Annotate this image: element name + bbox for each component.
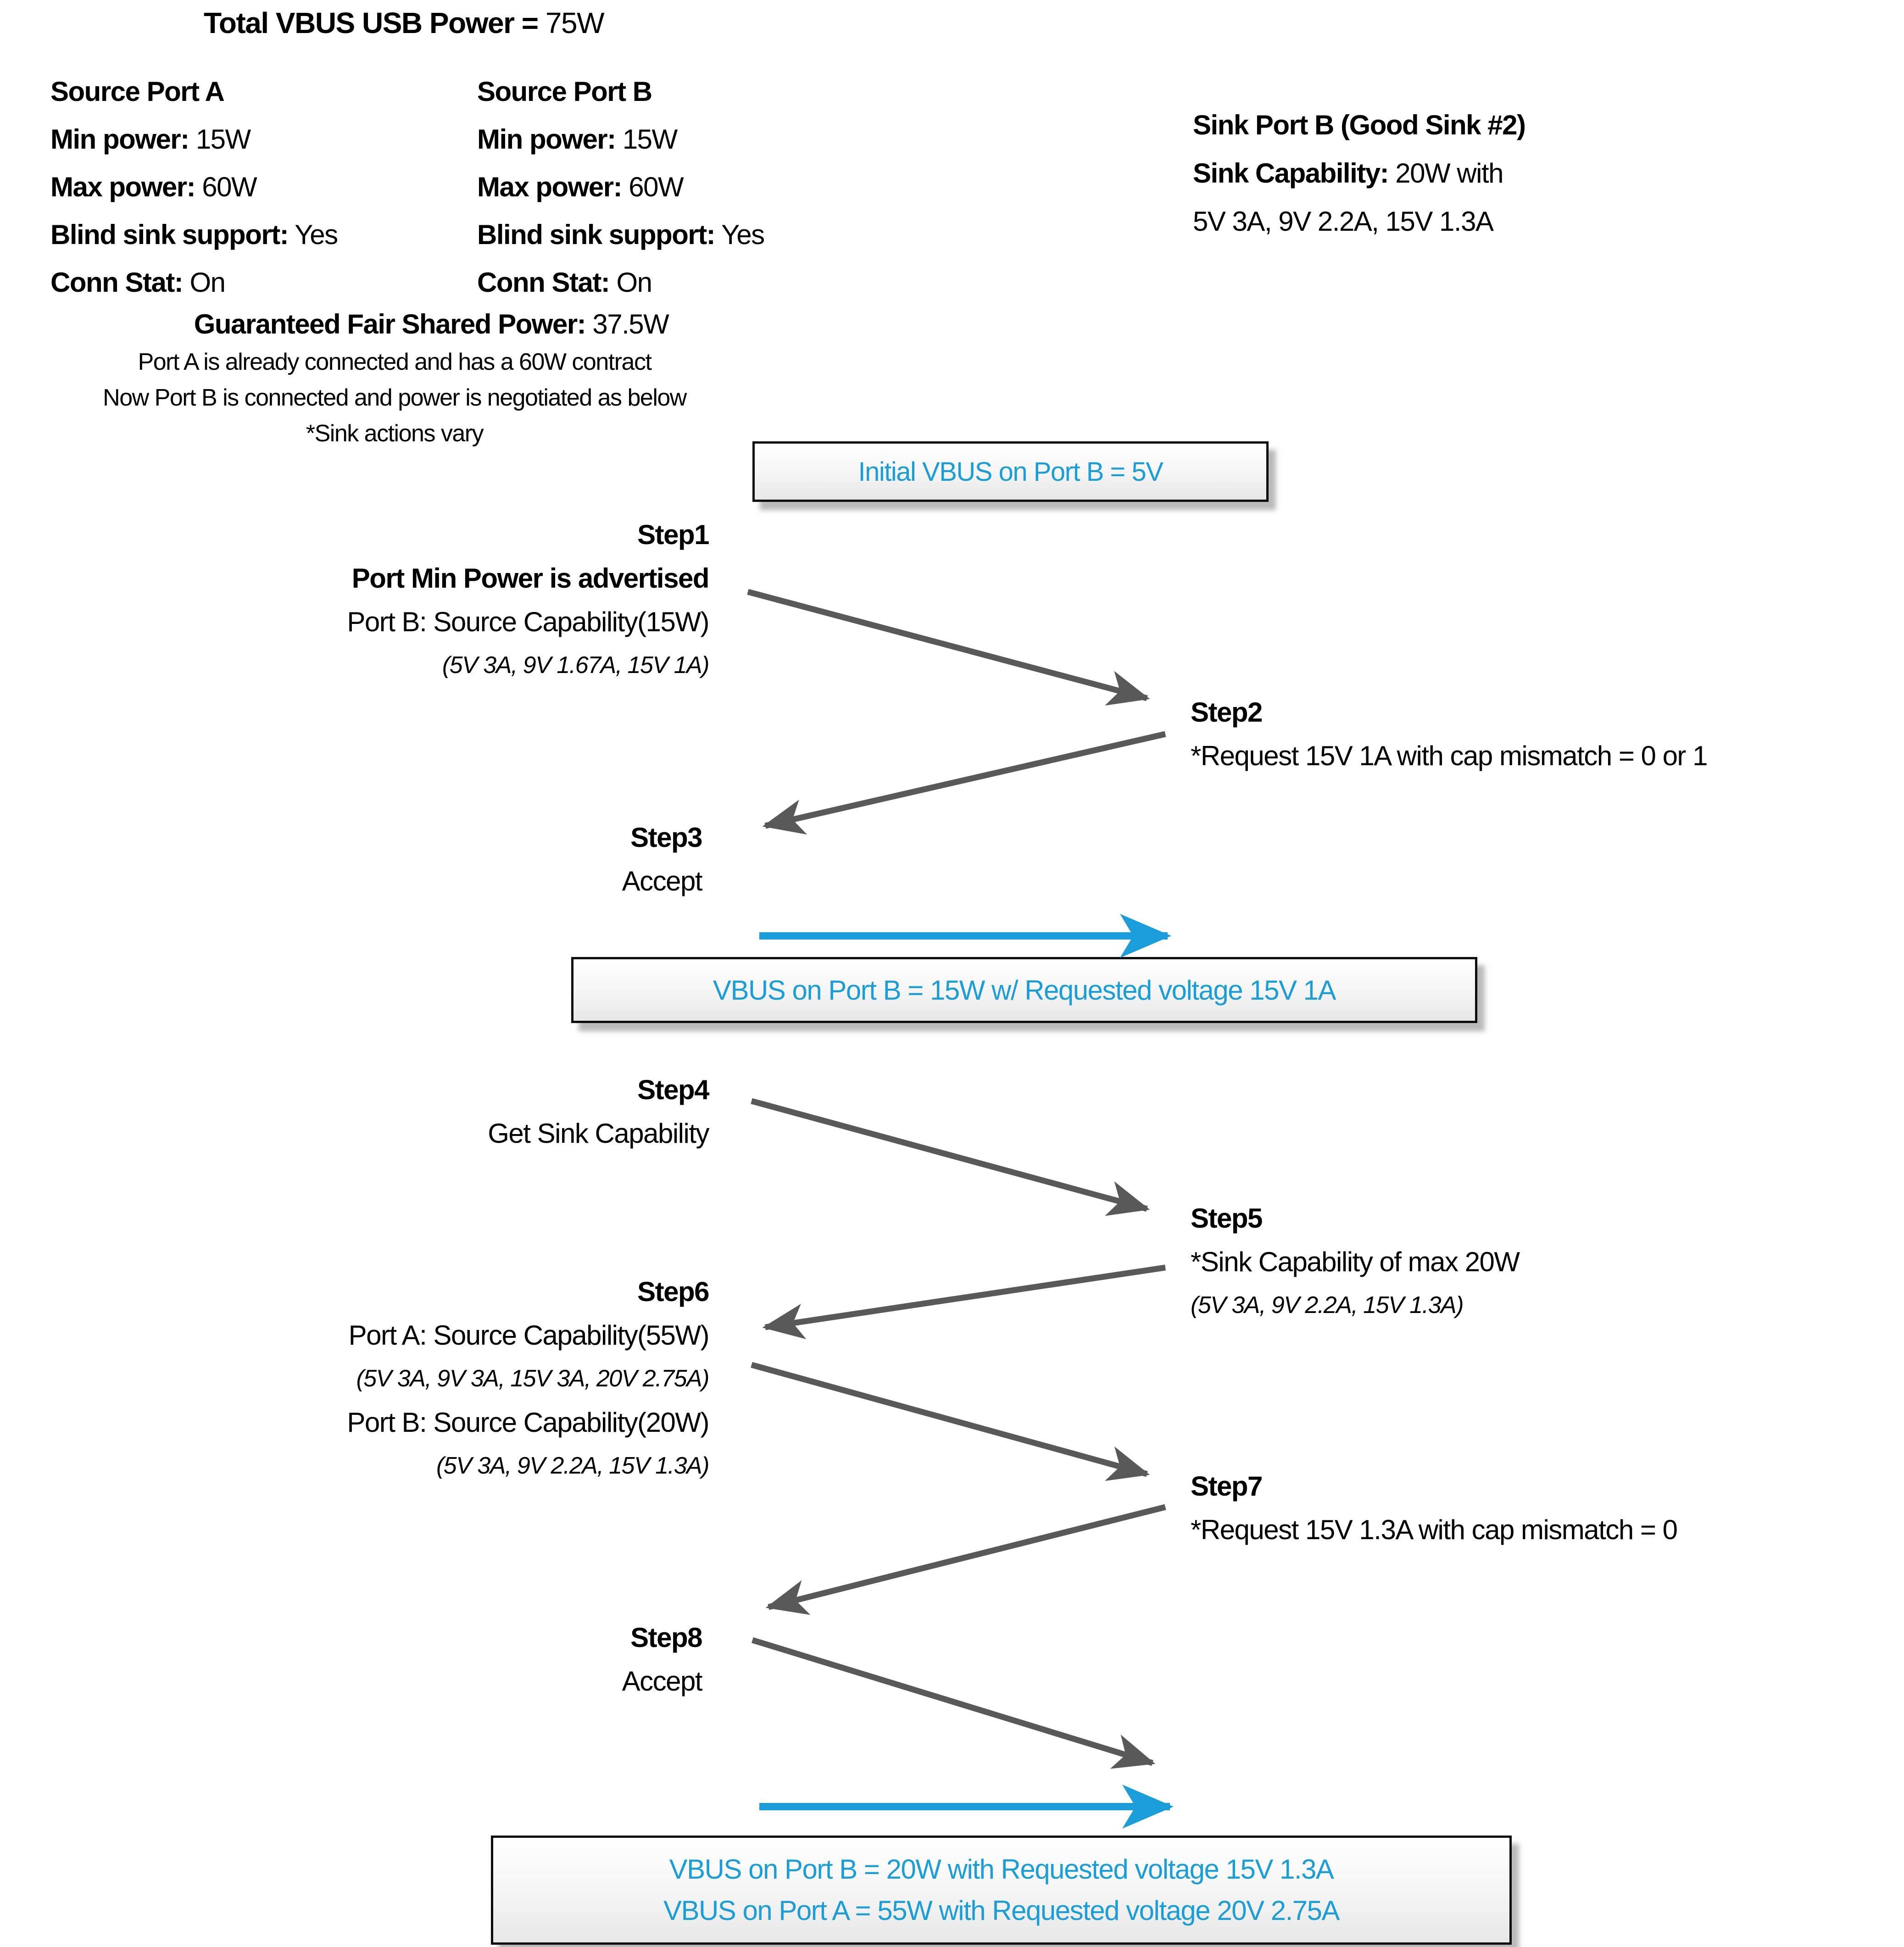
note-sink-actions: *Sink actions vary [306, 420, 484, 447]
field-min-power: Min power: 15W [50, 124, 251, 155]
step1-title: Step1 [637, 519, 709, 550]
step8-title: Step8 [630, 1622, 702, 1653]
source-port-a-title: Source Port A [50, 76, 224, 107]
sink-capability-detail: 5V 3A, 9V 2.2A, 15V 1.3A [1193, 206, 1493, 237]
mid-vbus-box [571, 957, 1477, 1023]
step6-detail1: (5V 3A, 9V 3A, 15V 3A, 20V 2.75A) [356, 1365, 709, 1392]
title-label: Total VBUS USB Power = [204, 6, 538, 39]
field-min-power: Min power: 15W [477, 124, 677, 155]
step1-line2: Port B: Source Capability(15W) [347, 606, 709, 637]
initial-vbus-box [752, 441, 1269, 502]
step7-line1: *Request 15V 1.3A with cap mismatch = 0 [1191, 1514, 1677, 1545]
step2-line1: *Request 15V 1A with cap mismatch = 0 or 1 [1191, 740, 1707, 771]
sink-port-b-title: Sink Port B (Good Sink #2) [1193, 110, 1525, 140]
step4-block [488, 1068, 709, 1155]
guaranteed-label: Guaranteed Fair Shared Power: [194, 309, 586, 339]
step5-line1: *Sink Capability of max 20W [1191, 1246, 1520, 1277]
initial-vbus-text: Initial VBUS on Port B = 5V [858, 456, 1163, 487]
step8-line1: Accept [622, 1666, 702, 1697]
source-port-b-block [477, 68, 764, 306]
step5-title: Step5 [1191, 1203, 1262, 1234]
step4-title: Step4 [637, 1074, 709, 1105]
step3-block [622, 816, 702, 903]
final-vbus-box [491, 1836, 1512, 1945]
step5-detail: (5V 3A, 9V 2.2A, 15V 1.3A) [1191, 1292, 1464, 1318]
arrow-step8-down [752, 1640, 1152, 1763]
step6-line1: Port A: Source Capability(55W) [348, 1320, 709, 1351]
arrow-step6-to-step7 [752, 1365, 1147, 1474]
step7-title: Step7 [1191, 1471, 1262, 1502]
sink-port-b-block [1193, 101, 1525, 245]
note-port-b-negotiation: Now Port B is connected and power is negotiated as below [103, 384, 686, 411]
step1-detail: (5V 3A, 9V 1.67A, 15V 1A) [442, 652, 709, 679]
arrow-step7-to-step8 [768, 1507, 1165, 1607]
step6-block [347, 1270, 709, 1488]
mid-vbus-text: VBUS on Port B = 15W w/ Requested voltage 15V 1A [713, 974, 1336, 1006]
step3-line1: Accept [622, 866, 702, 896]
guaranteed-power-line [0, 300, 863, 348]
field-max-power: Max power: 60W [477, 172, 684, 202]
step7-block [1191, 1464, 1677, 1552]
step5-block [1191, 1196, 1519, 1327]
step6-line2: Port B: Source Capability(20W) [347, 1407, 709, 1438]
final-vbus-port-a: VBUS on Port A = 55W with Requested voltage 20V 2.75A [663, 1895, 1340, 1926]
step4-line1: Get Sink Capability [488, 1118, 709, 1149]
diagram-title [0, 0, 807, 46]
sink-capability: Sink Capability: 20W with [1193, 158, 1503, 189]
field-max-power: Max power: 60W [50, 172, 257, 202]
field-conn-stat: Conn Stat: On [50, 267, 225, 298]
arrow-step5-to-step6 [765, 1268, 1165, 1327]
step2-block [1191, 690, 1707, 778]
guaranteed-value: 37.5W [592, 309, 669, 339]
note-port-a-contract: Port A is already connected and has a 60W contract [138, 349, 651, 375]
step3-title: Step3 [630, 822, 702, 853]
arrow-step1-to-step2 [748, 592, 1147, 698]
field-blind-sink: Blind sink support: Yes [50, 219, 338, 250]
source-port-b-title: Source Port B [477, 76, 652, 107]
step1-block [347, 513, 709, 687]
step2-title: Step2 [1191, 697, 1262, 728]
source-port-a-block [50, 68, 338, 306]
field-blind-sink: Blind sink support: Yes [477, 219, 764, 250]
final-vbus-port-b: VBUS on Port B = 20W with Requested voltage 15V 1.3A [669, 1854, 1334, 1885]
context-notes [0, 344, 789, 451]
field-conn-stat: Conn Stat: On [477, 267, 652, 298]
arrow-step2-to-step3 [765, 734, 1165, 826]
step6-detail2: (5V 3A, 9V 2.2A, 15V 1.3A) [436, 1452, 709, 1479]
step6-title: Step6 [637, 1276, 709, 1307]
step8-block [622, 1616, 702, 1703]
title-value: 75W [545, 6, 604, 39]
step1-line1: Port Min Power is advertised [351, 563, 709, 594]
arrow-step4-to-step5 [752, 1101, 1147, 1209]
